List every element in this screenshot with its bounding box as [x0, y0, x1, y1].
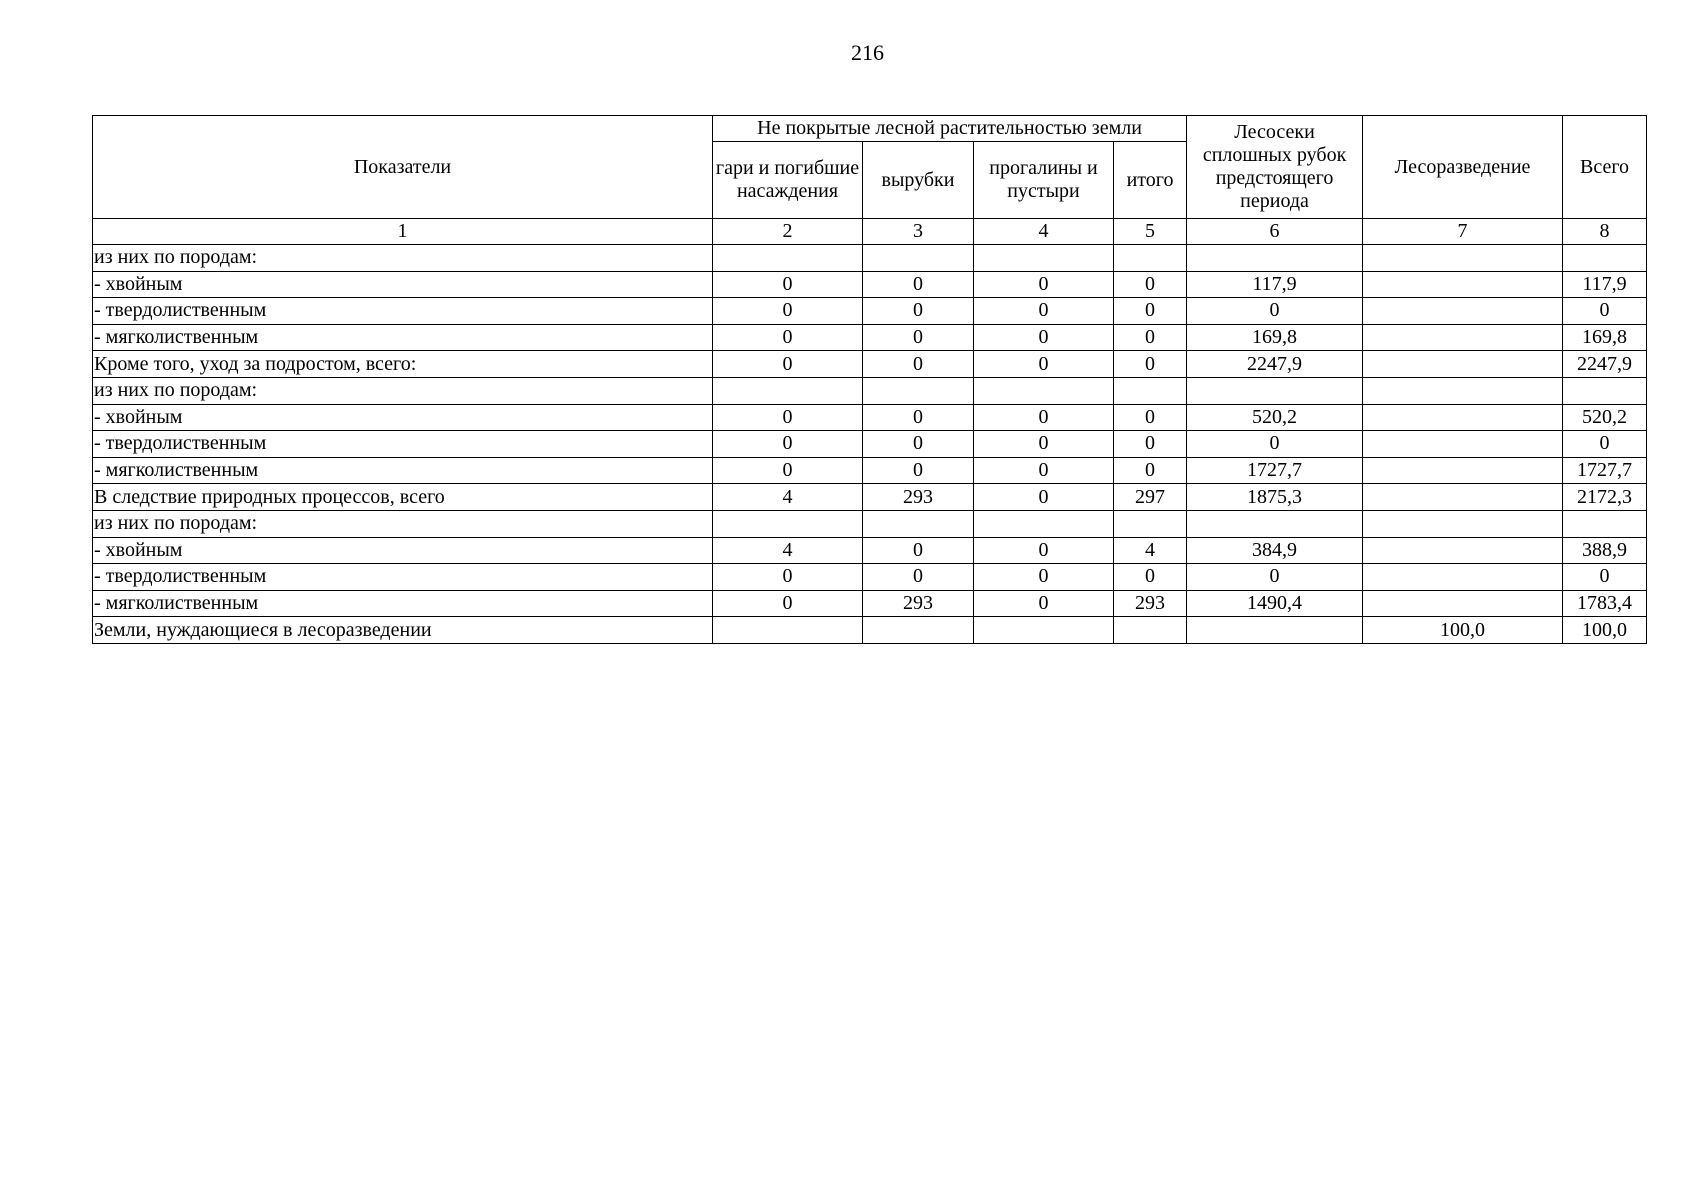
- column-number: 4: [974, 219, 1114, 245]
- cell-cutting-areas: 0: [1187, 298, 1363, 325]
- cell-burns: 0: [713, 590, 863, 617]
- table-row: [93, 351, 1647, 378]
- cell-glades: [974, 617, 1114, 644]
- cell-burns: 4: [713, 537, 863, 564]
- table-row: [93, 377, 1647, 404]
- cell-cutting-areas: 1490,4: [1187, 590, 1363, 617]
- cell-total: [1563, 245, 1647, 272]
- table-row: [93, 457, 1647, 484]
- cell-cutting-areas: [1187, 377, 1363, 404]
- column-number: 7: [1363, 219, 1563, 245]
- table-row: [93, 431, 1647, 458]
- cell-burns: 0: [713, 271, 863, 298]
- header-uncovered-lands: Не покрытые лесной растительностью земли: [713, 116, 1187, 142]
- cell-afforestation: 100,0: [1363, 617, 1563, 644]
- cell-afforestation: [1363, 245, 1563, 272]
- cell-subtotal: [1114, 617, 1187, 644]
- cell-clearings: 293: [863, 590, 974, 617]
- cell-label: - мягколиственным: [93, 590, 713, 617]
- cell-glades: [974, 245, 1114, 272]
- cell-clearings: [863, 245, 974, 272]
- cell-afforestation: [1363, 431, 1563, 458]
- cell-clearings: [863, 510, 974, 537]
- table-row: [93, 271, 1647, 298]
- cell-afforestation: [1363, 564, 1563, 591]
- cell-subtotal: 0: [1114, 404, 1187, 431]
- cell-afforestation: [1363, 510, 1563, 537]
- header-cutting-areas: Лесосеки сплошных рубок предстоящего периода: [1187, 116, 1363, 219]
- header-clearings: вырубки: [863, 142, 974, 219]
- cell-total: 0: [1563, 564, 1647, 591]
- cell-afforestation: [1363, 377, 1563, 404]
- cell-subtotal: 0: [1114, 457, 1187, 484]
- cell-afforestation: [1363, 351, 1563, 378]
- cell-cutting-areas: 117,9: [1187, 271, 1363, 298]
- cell-glades: 0: [974, 457, 1114, 484]
- cell-total: [1563, 510, 1647, 537]
- table-row: [93, 245, 1647, 272]
- cell-label: Кроме того, уход за подростом, всего:: [93, 351, 713, 378]
- cell-afforestation: [1363, 298, 1563, 325]
- cell-label: из них по породам:: [93, 245, 713, 272]
- cell-total: 520,2: [1563, 404, 1647, 431]
- page-number: 216: [851, 40, 884, 65]
- table-row: [93, 324, 1647, 351]
- cell-label: В следствие природных процессов, всего: [93, 484, 713, 511]
- cell-afforestation: [1363, 590, 1563, 617]
- cell-total: 2247,9: [1563, 351, 1647, 378]
- cell-total: 100,0: [1563, 617, 1647, 644]
- cell-total: 0: [1563, 298, 1647, 325]
- cell-glades: 0: [974, 590, 1114, 617]
- cell-burns: 0: [713, 404, 863, 431]
- cell-subtotal: 0: [1114, 324, 1187, 351]
- cell-subtotal: 0: [1114, 351, 1187, 378]
- cell-burns: 0: [713, 298, 863, 325]
- cell-burns: [713, 245, 863, 272]
- cell-burns: [713, 617, 863, 644]
- header-burns: гари и погибшие насаждения: [713, 142, 863, 219]
- cell-total: 169,8: [1563, 324, 1647, 351]
- table-row: [93, 537, 1647, 564]
- cell-clearings: 0: [863, 404, 974, 431]
- cell-cutting-areas: 169,8: [1187, 324, 1363, 351]
- cell-total: 0: [1563, 431, 1647, 458]
- cell-glades: 0: [974, 537, 1114, 564]
- cell-total: [1563, 377, 1647, 404]
- cell-clearings: 293: [863, 484, 974, 511]
- cell-clearings: [863, 377, 974, 404]
- cell-burns: [713, 377, 863, 404]
- cell-afforestation: [1363, 484, 1563, 511]
- cell-label: - мягколиственным: [93, 457, 713, 484]
- column-number: 2: [713, 219, 863, 245]
- table-row: [93, 404, 1647, 431]
- cell-burns: 0: [713, 431, 863, 458]
- forest-indicators-table: [92, 115, 1647, 644]
- cell-subtotal: [1114, 245, 1187, 272]
- cell-cutting-areas: 0: [1187, 564, 1363, 591]
- cell-subtotal: 0: [1114, 298, 1187, 325]
- cell-glades: 0: [974, 271, 1114, 298]
- cell-glades: 0: [974, 484, 1114, 511]
- cell-afforestation: [1363, 457, 1563, 484]
- cell-cutting-areas: [1187, 617, 1363, 644]
- cell-cutting-areas: 2247,9: [1187, 351, 1363, 378]
- cell-clearings: 0: [863, 298, 974, 325]
- cell-burns: [713, 510, 863, 537]
- cell-label: - твердолиственным: [93, 298, 713, 325]
- cell-label: - хвойным: [93, 271, 713, 298]
- cell-cutting-areas: 1875,3: [1187, 484, 1363, 511]
- cell-cutting-areas: [1187, 510, 1363, 537]
- cell-subtotal: 297: [1114, 484, 1187, 511]
- cell-total: 117,9: [1563, 271, 1647, 298]
- cell-clearings: [863, 617, 974, 644]
- cell-burns: 0: [713, 564, 863, 591]
- table-row: [93, 564, 1647, 591]
- cell-burns: 4: [713, 484, 863, 511]
- cell-total: 2172,3: [1563, 484, 1647, 511]
- cell-label: - хвойным: [93, 537, 713, 564]
- cell-glades: [974, 510, 1114, 537]
- cell-clearings: 0: [863, 457, 974, 484]
- table-row: [93, 298, 1647, 325]
- cell-glades: 0: [974, 404, 1114, 431]
- cell-clearings: 0: [863, 324, 974, 351]
- cell-glades: 0: [974, 351, 1114, 378]
- cell-glades: 0: [974, 298, 1114, 325]
- cell-cutting-areas: 1727,7: [1187, 457, 1363, 484]
- cell-total: 388,9: [1563, 537, 1647, 564]
- header-total: Всего: [1563, 116, 1647, 219]
- cell-clearings: 0: [863, 271, 974, 298]
- cell-label: из них по породам:: [93, 510, 713, 537]
- cell-glades: 0: [974, 431, 1114, 458]
- cell-subtotal: 4: [1114, 537, 1187, 564]
- header-glades: прогалины и пустыри: [974, 142, 1114, 219]
- cell-burns: 0: [713, 351, 863, 378]
- cell-glades: [974, 377, 1114, 404]
- cell-cutting-areas: 520,2: [1187, 404, 1363, 431]
- header-subtotal: итого: [1114, 142, 1187, 219]
- table-row: [93, 484, 1647, 511]
- cell-burns: 0: [713, 324, 863, 351]
- column-number: 1: [93, 219, 713, 245]
- cell-clearings: 0: [863, 351, 974, 378]
- cell-clearings: 0: [863, 537, 974, 564]
- cell-clearings: 0: [863, 564, 974, 591]
- cell-afforestation: [1363, 537, 1563, 564]
- cell-subtotal: [1114, 377, 1187, 404]
- cell-total: 1727,7: [1563, 457, 1647, 484]
- cell-afforestation: [1363, 324, 1563, 351]
- cell-subtotal: 0: [1114, 564, 1187, 591]
- cell-glades: 0: [974, 324, 1114, 351]
- cell-cutting-areas: 0: [1187, 431, 1363, 458]
- column-number: 8: [1563, 219, 1647, 245]
- cell-glades: 0: [974, 564, 1114, 591]
- cell-label: - твердолиственным: [93, 431, 713, 458]
- cell-label: - хвойным: [93, 404, 713, 431]
- cell-label: - мягколиственным: [93, 324, 713, 351]
- header-afforestation: Лесоразведение: [1363, 116, 1563, 219]
- column-number: 6: [1187, 219, 1363, 245]
- table-row: [93, 510, 1647, 537]
- column-number: 3: [863, 219, 974, 245]
- header-indicators: Показатели: [93, 116, 713, 219]
- table-row: [93, 590, 1647, 617]
- table-row: [93, 617, 1647, 644]
- cell-subtotal: 0: [1114, 271, 1187, 298]
- column-number: 5: [1114, 219, 1187, 245]
- cell-clearings: 0: [863, 431, 974, 458]
- cell-label: - твердолиственным: [93, 564, 713, 591]
- cell-total: 1783,4: [1563, 590, 1647, 617]
- cell-subtotal: 293: [1114, 590, 1187, 617]
- cell-label: из них по породам:: [93, 377, 713, 404]
- cell-cutting-areas: 384,9: [1187, 537, 1363, 564]
- column-numbers-row: [93, 219, 1647, 245]
- cell-afforestation: [1363, 271, 1563, 298]
- table-body: [93, 245, 1647, 644]
- cell-afforestation: [1363, 404, 1563, 431]
- cell-burns: 0: [713, 457, 863, 484]
- cell-label: Земли, нуждающиеся в лесоразведении: [93, 617, 713, 644]
- cell-cutting-areas: [1187, 245, 1363, 272]
- cell-subtotal: 0: [1114, 431, 1187, 458]
- cell-subtotal: [1114, 510, 1187, 537]
